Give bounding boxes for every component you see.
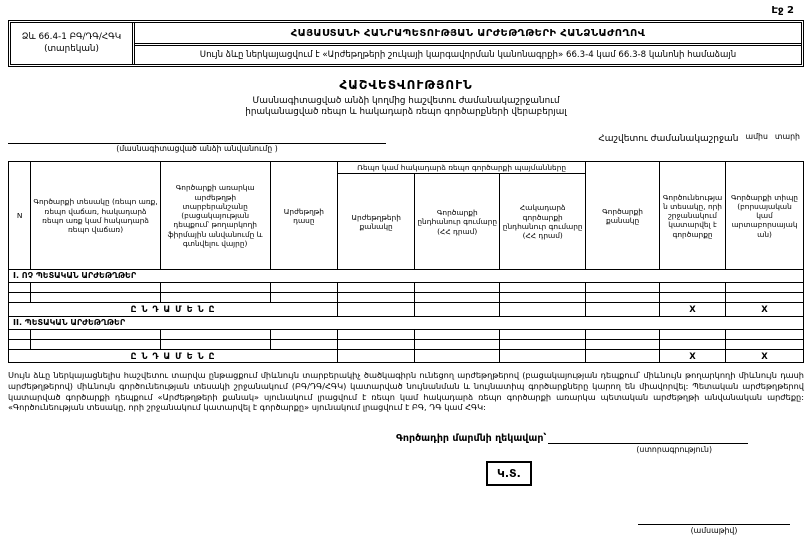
total-cell[interactable] [415,303,500,317]
form-code-cell [11,23,135,64]
data-cell[interactable] [586,339,660,349]
repo-transactions-table [8,161,804,363]
authority-title: ՀԱՅԱՍՏԱՆԻ ՀԱՆՐԱՊԵՏՈՒԹՅԱՆ ԱՐԺԵԹՂԹԵՐԻ ՀԱՆՁՆԱԺՈՂՈՎ [290,28,646,39]
form-notes: Սույն ձևը ներկայացնելիս հաշվետու տարվա ընթացքում միևնույն տարբերակիչ ծածկագիրն ունեցող արժեթղթերով (բացակայության դեպքում՝ միևնույն թողարկողի միևնույն դասի արժեթղթերով) միևնույն գործունեության տեսակի շրջանակում (ԲԳ/ԴԳ/ՀԳԿ) կատարված նույնանման և նույնատիպ գործարքները կարող են միավորվել: Պետական արժեթղթերով կատարված գործարքի դեպքում «Արժեթղթերի քանակ» սյունակում լրացվում է ռեպո կամ հակադարձ ռեպո գործարքի առարկա պետական արժեթղթի անվանական արժեքը: «Գործունեության տեսակը, որի շրջանակում կատարվել է գործարքը» սյունակում լրացվում է ԲԳ, ԴԳ կամ ՀԳԿ: [8,370,804,413]
month-field-block [746,132,768,141]
data-cell[interactable] [415,293,500,303]
section-1-header: I. ՈՉ ՊԵՏԱԿԱՆ ԱՐԺԵԹՂԹԵՐ [9,270,804,283]
data-cell[interactable] [160,283,270,293]
total-cell[interactable] [586,303,660,317]
col-group-terms: Ռեպո կամ հակադարձ ռեպո գործարքի պայմանները [338,162,586,174]
data-cell[interactable] [270,293,338,303]
data-cell[interactable] [31,283,161,293]
entity-name-caption: (մասնագիտացված անձի անվանումը ) [116,143,278,153]
data-cell[interactable] [660,293,726,303]
date-field[interactable] [638,514,790,525]
data-cell[interactable] [9,329,31,339]
data-cell[interactable] [660,329,726,339]
col-header-activity-type: Գործունեության տեսակը, որի շրջանակում կատարվել է գործարքը [660,162,726,270]
data-cell[interactable] [726,293,804,303]
seal-box: Կ.Տ. [486,461,532,486]
data-cell[interactable] [726,283,804,293]
report-subtitle-line1: Մասնագիտացված անձի կողմից հաշվետու ժամանակաշրջանում [252,96,560,106]
table-row [9,293,804,303]
col-header-transaction-count: Գործարքի քանակը [586,162,660,270]
data-cell[interactable] [586,283,660,293]
form-code: Ձև 66.4-1 ԲԳ/ԴԳ/ՀԳԿ [21,32,122,43]
total-cell[interactable] [500,303,586,317]
data-cell[interactable] [338,293,415,303]
data-cell[interactable] [500,329,586,339]
total-x-mark: X [726,349,804,363]
section-2-total-row [9,349,804,363]
data-cell[interactable] [9,339,31,349]
col-header-total-amount: Գործարքի ընդհանուր գումարը (ՀՀ դրամ) [415,174,500,270]
year-caption: տարի [774,131,800,141]
entity-name-block [8,132,386,153]
data-cell[interactable] [31,293,161,303]
data-cell[interactable] [338,339,415,349]
total-x-mark: X [660,303,726,317]
col-header-transaction-type: Գործարքի տեսակը (ռեպո առք, ռեպո վաճառ, հակադարձ ռեպո առք կամ հակադարձ ռեպո վաճառ) [31,162,161,270]
table-row [9,339,804,349]
section-2-header: II. ՊԵՏԱԿԱՆ ԱՐԺԵԹՂԹԵՐ [9,316,804,329]
identity-row [8,132,804,153]
entity-name-field[interactable] [8,132,386,144]
data-cell[interactable] [500,283,586,293]
submission-basis: Սույն ձևը ներկայացվում է «Արժեթղթերի շուկայի կարգավորման կանոնագրքի» 66.3-4 կամ 66.3-8 կանոնի համաձայն [135,43,801,64]
total-label: Ը Ն Դ Ա Մ Ե Ն Ը [9,349,338,363]
data-cell[interactable] [415,339,500,349]
total-cell[interactable] [415,349,500,363]
signature-caption: (ստորագրություն) [636,445,712,455]
total-cell[interactable] [586,349,660,363]
table-header-row-1 [9,162,804,174]
total-x-mark: X [726,303,804,317]
report-period-label: Հաշվետու ժամանակաշրջան [598,133,739,144]
date-caption: (ամսաթիվ) [690,525,738,535]
data-cell[interactable] [500,293,586,303]
table-row [9,329,804,339]
total-label: Ը Ն Դ Ա Մ Ե Ն Ը [9,303,338,317]
col-header-security-class: Արժեթղթի դասը [270,162,338,270]
col-header-venue: Գործարքի տիպը (բորսայական կամ արտաբորսայական) [726,162,804,270]
total-cell[interactable] [338,349,415,363]
data-cell[interactable] [9,293,31,303]
data-cell[interactable] [270,339,338,349]
data-cell[interactable] [726,329,804,339]
total-cell[interactable] [338,303,415,317]
form-period: (տարեկան) [44,43,99,54]
table-row [9,283,804,293]
data-cell[interactable] [415,329,500,339]
month-caption: ամիս [745,131,768,141]
data-cell[interactable] [270,283,338,293]
data-cell[interactable] [270,329,338,339]
year-field-block [775,132,800,141]
col-header-n: N [9,162,31,270]
total-x-mark: X [660,349,726,363]
col-header-reverse-amount: Հակադարձ գործարքի ընդհանուր գումարը (ՀՀ դրամ) [500,174,586,270]
data-cell[interactable] [338,329,415,339]
data-cell[interactable] [415,283,500,293]
report-period-block [598,132,804,144]
data-cell[interactable] [160,339,270,349]
data-cell[interactable] [586,293,660,303]
data-cell[interactable] [500,339,586,349]
form-header-box [8,20,804,67]
report-title: ՀԱՇՎԵՏՎՈՒԹՅՈՒՆ [339,78,473,92]
signature-row [396,433,748,444]
date-block [638,514,790,535]
data-cell[interactable] [31,339,161,349]
data-cell[interactable] [660,283,726,293]
section-1-row [9,270,804,283]
data-cell[interactable] [660,339,726,349]
data-cell[interactable] [160,329,270,339]
report-subtitle-line2: իրականացված ռեպո և հակադարձ ռեպո գործարքների վերաբերյալ [245,107,567,118]
col-header-security-id: Գործարքի առարկա արժեթղթի տարբերանշանը (բացակայության դեպքում՝ թողարկողի ֆիրմային անվանումը և գտնվելու վայրը) [160,162,270,270]
total-cell[interactable] [500,349,586,363]
data-cell[interactable] [160,293,270,303]
section-1-total-row [9,303,804,317]
section-2-row [9,316,804,329]
col-header-securities-qty: Արժեթղթերի քանակը [338,174,415,270]
form-header-right [135,23,801,64]
data-cell[interactable] [31,329,161,339]
data-cell[interactable] [726,339,804,349]
data-cell[interactable] [9,283,31,293]
data-cell[interactable] [586,329,660,339]
signature-field[interactable] [548,434,748,444]
data-cell[interactable] [338,283,415,293]
page-number: Էջ 2 [771,5,794,16]
executive-head-label: Գործադիր մարմնի ղեկավար՝ [396,433,547,445]
